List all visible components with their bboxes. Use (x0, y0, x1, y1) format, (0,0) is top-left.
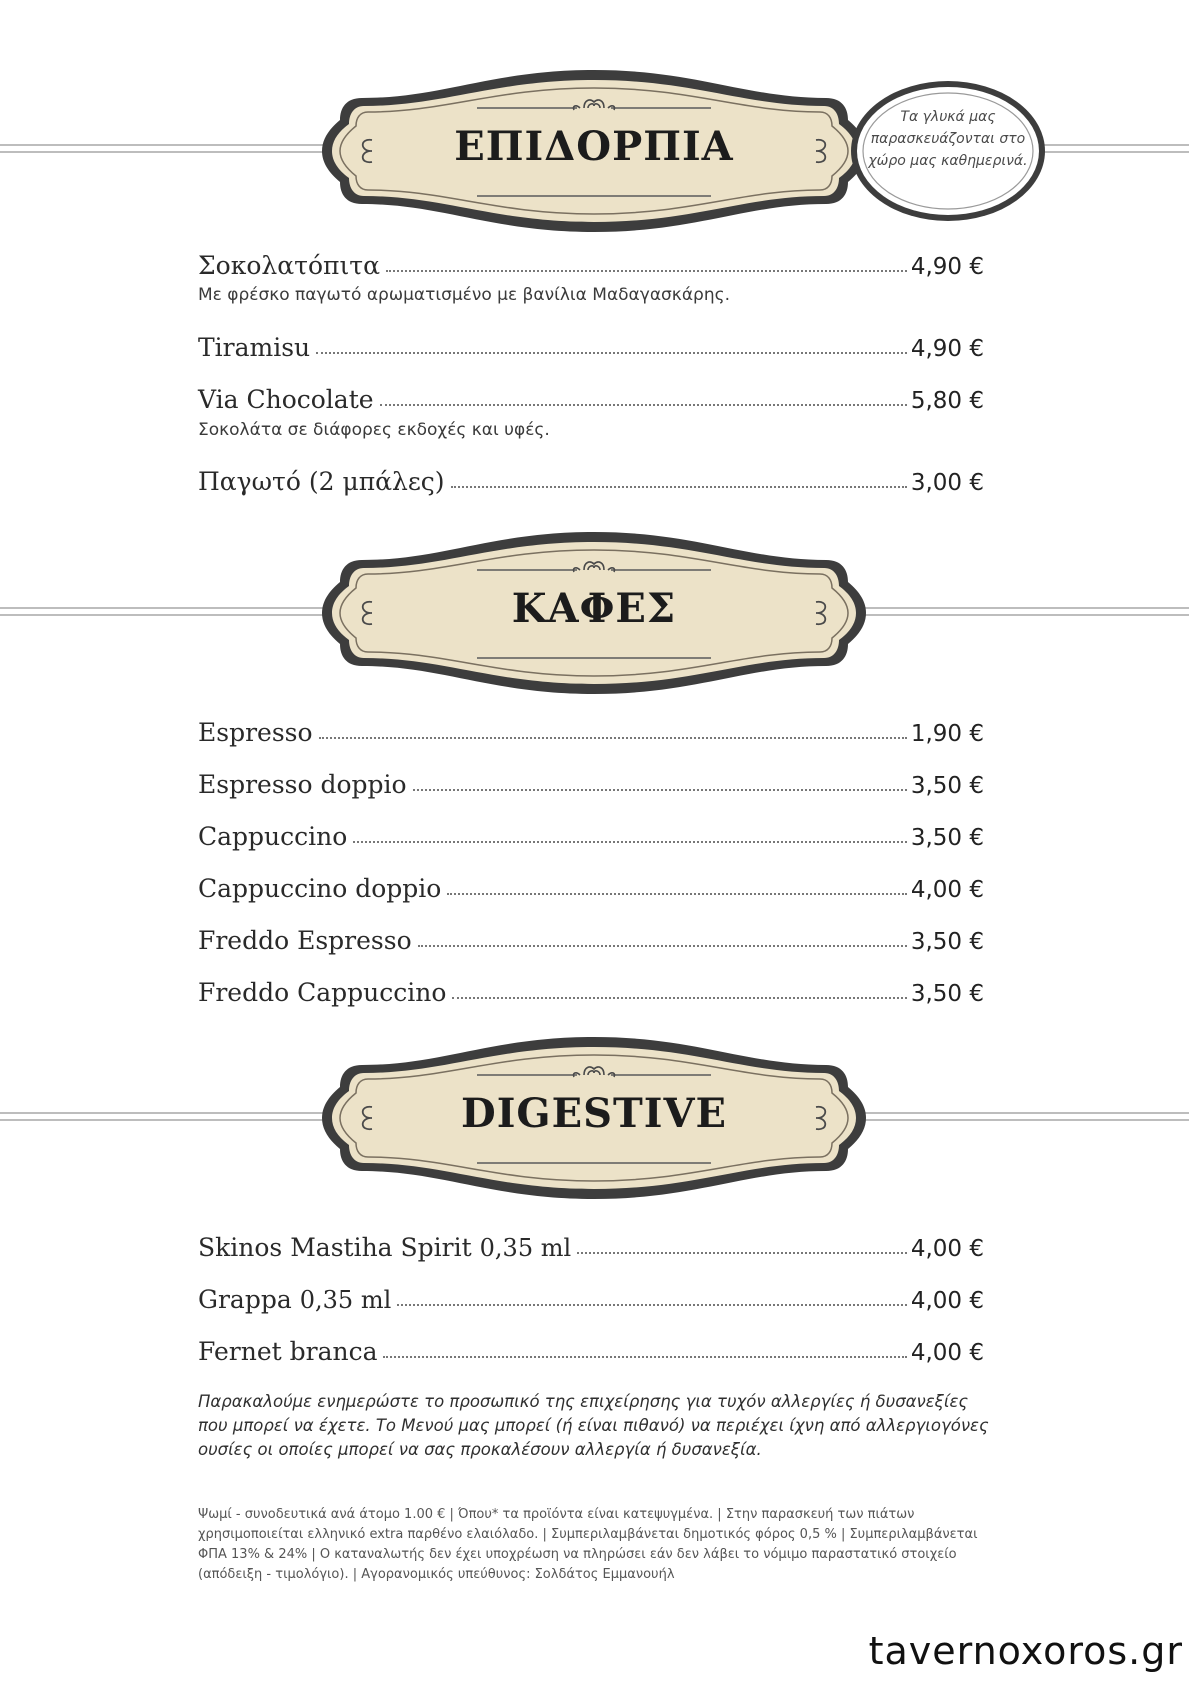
item-price: 4,00 € (910, 1340, 984, 1366)
item-name: Tiramisu (198, 333, 311, 362)
menu-item (198, 462, 984, 496)
section-banner (322, 1035, 866, 1201)
dot-leader (353, 841, 907, 843)
dot-leader (447, 893, 906, 895)
dot-leader (380, 404, 907, 406)
dot-leader (386, 270, 907, 272)
section-title: DIGESTIVE (461, 1090, 727, 1137)
section-title: ΚΑΦΕΣ (511, 585, 677, 632)
item-name: Grappa (198, 1285, 292, 1314)
dot-leader (577, 1252, 907, 1254)
item-name: Cappuccino (198, 822, 348, 851)
menu-item (198, 765, 984, 799)
legal-footnote: Ψωμί - συνοδευτικά ανά άτομο 1.00 € | Όπου* τα προϊόντα είναι κατεψυγμένα. | Στην παρασκευή των πιάτων χρησιμοποιείται ελληνικό extra παρθένο ελαιόλαδο. | Συμπεριλαμβάνεται δημοτικός φόρος 0,5 % | Συμπεριλαμβάνεται ΦΠΑ 13% & 24% | Ο καταναλωτής δεν έχει υποχρέωση να πληρώσει εάν δεν λάβει το νόμιμο παραστατικό στοιχείο (απόδειξη - τιμολόγιο). | Αγορανομικός υπεύθυνος: Σολδάτος Εμμανουήλ (198, 1507, 978, 1582)
item-price: 3,50 € (910, 981, 984, 1007)
menu-item (198, 817, 984, 851)
item-description: Με φρέσκο παγωτό αρωματισμένο με βανίλια Μαδαγασκάρης. (198, 285, 730, 305)
item-price: 4,00 € (910, 1288, 984, 1314)
item-name: Σοκολατόπιτα (198, 251, 380, 280)
item-price: 5,80 € (910, 388, 984, 414)
item-price: 3,50 € (910, 773, 984, 799)
item-quantity: 0,35 ml (299, 1286, 392, 1314)
item-name: Espresso doppio (198, 770, 407, 799)
item-name: Freddo Espresso (198, 926, 412, 955)
dot-leader (413, 789, 907, 791)
dot-leader (451, 486, 907, 488)
item-name: Cappuccino doppio (198, 874, 442, 903)
dot-leader (418, 945, 907, 947)
allergy-notice: Παρακαλούμε ενημερώστε το προσωπικό της επιχείρησης για τυχόν αλλεργίες ή δυσανεξίες που μπορεί να έχετε. Το Μενού μας μπορεί (ή είναι πιθανό) να περιέχει ίχνη από αλλεργιογόνες ουσίες οι οποίες μπορεί να σας προκαλέσουν αλλεργία ή δυσανεξία. (198, 1392, 989, 1459)
item-price: 3,50 € (910, 825, 984, 851)
dot-leader (316, 352, 907, 354)
menu-item (198, 973, 984, 1007)
section-banner (322, 68, 866, 234)
dot-leader (383, 1356, 906, 1358)
menu-item (198, 921, 984, 955)
section-banner (322, 530, 866, 696)
menu-item (198, 1280, 984, 1314)
item-price: 3,50 € (910, 929, 984, 955)
menu-item (198, 380, 984, 414)
item-price: 4,00 € (910, 877, 984, 903)
menu-item (198, 328, 984, 362)
homemade-note: Τα γλυκά μας παρασκευάζονται στο χώρο μας καθημερινά. (868, 109, 1028, 169)
item-price: 4,00 € (910, 1236, 984, 1262)
site-watermark: tavernoxoros.gr (868, 1629, 1183, 1673)
item-price: 3,00 € (910, 470, 984, 496)
item-price: 4,90 € (910, 336, 984, 362)
menu-item (198, 713, 984, 747)
dot-leader (397, 1304, 907, 1306)
menu-item (198, 1332, 984, 1366)
item-name: Espresso (198, 718, 313, 747)
item-name: Skinos Mastiha Spirit (198, 1233, 472, 1262)
dot-leader (319, 737, 907, 739)
item-price: 4,90 € (910, 254, 984, 280)
item-description: Σοκολάτα σε διάφορες εκδοχές και υφές. (198, 420, 550, 440)
dot-leader (452, 997, 906, 999)
item-name: Freddo Cappuccino (198, 978, 447, 1007)
section-title: ΕΠΙΔΟΡΠΙΑ (454, 123, 734, 170)
item-price: 1,90 € (910, 721, 984, 747)
item-quantity: 0,35 ml (479, 1234, 572, 1262)
menu-item (198, 246, 984, 280)
menu-item (198, 869, 984, 903)
item-name: Fernet branca (198, 1337, 378, 1366)
menu-item (198, 1228, 984, 1262)
item-name: Via Chocolate (198, 385, 374, 414)
item-name: Παγωτό (2 μπάλες) (198, 467, 445, 496)
